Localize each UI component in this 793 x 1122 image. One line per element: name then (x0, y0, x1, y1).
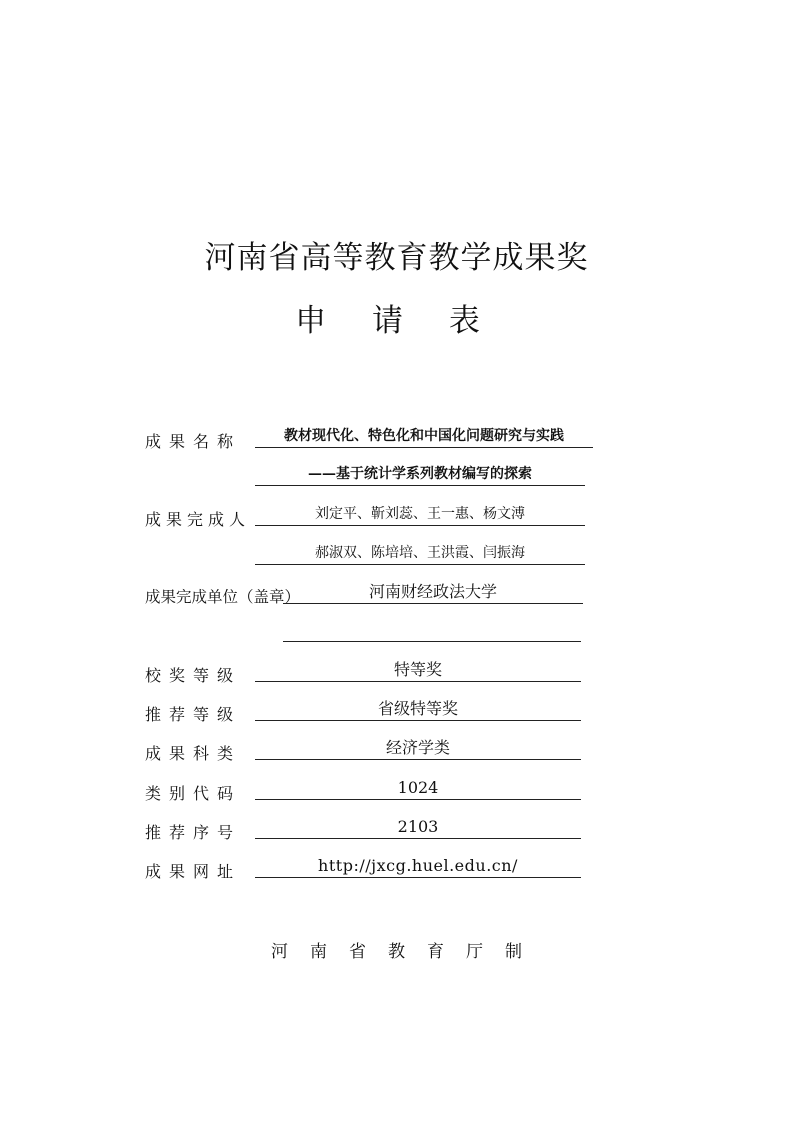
authors-field-line1[interactable]: 刘定平、靳刘蕊、王一惠、杨文溥 (255, 503, 585, 526)
school-award-label: 校奖等级 (145, 666, 242, 685)
url-label: 成果网址 (145, 862, 242, 881)
issuer-footer: 河南省教育厅制 (271, 942, 544, 962)
page-title: 河南省高等教育教学成果奖 (204, 240, 589, 276)
category-field[interactable]: 经济学类 (255, 737, 581, 760)
school-award-field[interactable]: 特等奖 (255, 659, 581, 682)
code-label: 类别代码 (145, 784, 242, 803)
recommend-field[interactable]: 省级特等奖 (255, 698, 581, 721)
serial-label: 推荐序号 (145, 823, 242, 842)
url-field[interactable]: http://jxcg.huel.edu.cn/ (255, 855, 581, 878)
unit-label: 成果完成单位（盖章） (145, 588, 301, 606)
authors-label: 成果完成人 (145, 510, 251, 529)
serial-field[interactable]: 2103 (255, 816, 581, 839)
page-subtitle: 申 请 表 (295, 303, 498, 339)
name-field-line1[interactable]: 教材现代化、特色化和中国化问题研究与实践 (255, 425, 593, 448)
authors-field-line2[interactable]: 郝淑双、陈培培、王洪霞、闫振海 (255, 542, 585, 565)
name-field-line2[interactable]: ——基于统计学系列教材编写的探索 (255, 463, 585, 486)
category-label: 成果科类 (145, 744, 242, 763)
code-field[interactable]: 1024 (255, 777, 581, 800)
unit-field[interactable]: 河南财经政法大学 (283, 581, 583, 604)
recommend-label: 推荐等级 (145, 705, 242, 724)
name-label: 成果名称 (145, 432, 242, 451)
unit-field-line2[interactable] (283, 619, 581, 642)
